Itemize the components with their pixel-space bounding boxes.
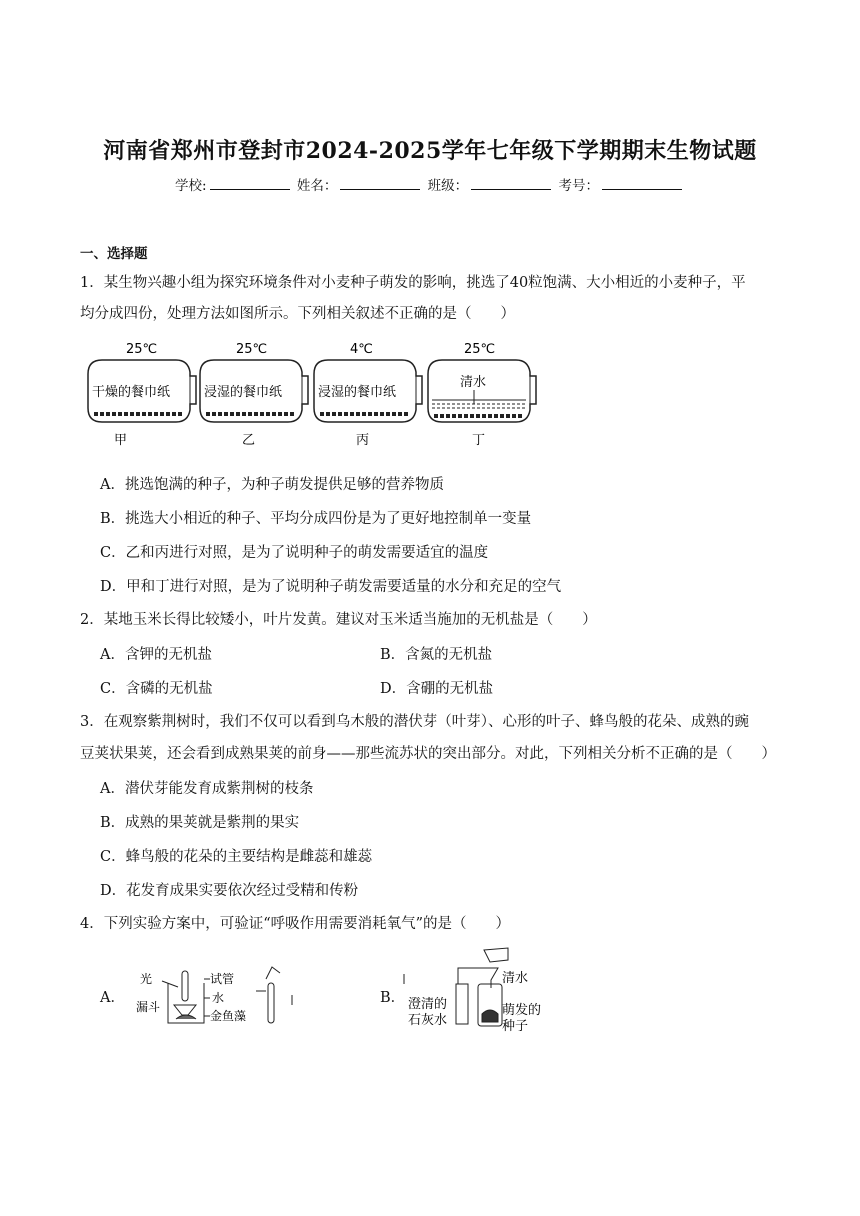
bottle-jia-temp: 25℃ <box>126 342 158 357</box>
q3-option-b[interactable]: B．成熟的果荚就是紫荆的果实 <box>100 815 300 831</box>
name-label: 姓名： <box>296 178 338 194</box>
bottle-ding <box>428 342 536 448</box>
page-title: 河南省郑州市登封市2024-2025学年七年级下学期期末生物试题 <box>103 138 757 164</box>
q4-figure-a <box>132 965 302 1030</box>
fig-b-water: 清水 <box>502 971 529 986</box>
exam-no-label: 考号： <box>558 178 599 194</box>
exam-no-blank[interactable] <box>602 177 682 190</box>
q2-option-d[interactable]: D．含硼的无机盐 <box>380 681 494 697</box>
q4-option-b-label[interactable]: B． <box>380 990 406 1006</box>
q2-option-a[interactable]: A．含钾的无机盐 <box>100 647 212 663</box>
fig-a-light: 光 <box>140 972 153 986</box>
q3-stem-line1: 3．在观察紫荆树时，我们不仅可以看到乌木般的潜伏芽（叶芽）、心形的叶子、蜂鸟般的花朵、成熟的豌 <box>80 714 749 730</box>
bottle-bing <box>314 342 422 448</box>
school-label: 学校: <box>175 178 207 194</box>
name-blank[interactable] <box>340 177 420 190</box>
bottle-ding-text: 清水 <box>460 375 487 390</box>
fig-a-tube: 试管 <box>210 972 235 986</box>
bottle-yi-temp: 25℃ <box>236 342 268 357</box>
bottle-bing-temp: 4℃ <box>350 342 373 357</box>
q3-option-c[interactable]: C．蜂鸟般的花朵的主要结构是雌蕊和雄蕊 <box>100 849 373 865</box>
fig-a-water: 水 <box>212 991 225 1005</box>
q3-option-d[interactable]: D．花发育成果实要依次经过受精和传粉 <box>100 883 359 899</box>
q2-option-c[interactable]: C．含磷的无机盐 <box>100 681 213 697</box>
class-blank[interactable] <box>471 177 551 190</box>
school-blank[interactable] <box>210 177 290 190</box>
bottle-jia-text: 干燥的餐巾纸 <box>92 385 171 400</box>
fig-b-seeds-1: 萌发的 <box>502 1003 542 1018</box>
bottle-yi-text: 浸湿的餐巾纸 <box>204 385 283 400</box>
fig-b-limewater-2: 石灰水 <box>408 1013 448 1028</box>
fig-b-limewater-1: 澄清的 <box>408 997 448 1012</box>
q4-stem: 4．下列实验方案中，可验证“呼吸作用需要消耗氧气”的是（ ） <box>80 916 511 932</box>
q4-option-a-label[interactable]: A． <box>100 990 125 1006</box>
bottle-yi-label: 乙 <box>242 433 256 448</box>
q1-option-b[interactable]: B．挑选大小相近的种子、平均分成四份是为了更好地控制单一变量 <box>100 511 532 527</box>
q4-figure-b <box>398 944 558 1036</box>
class-label: 班级： <box>427 178 469 194</box>
bottle-ding-temp: 25℃ <box>464 342 496 357</box>
bottle-jia <box>88 342 196 448</box>
student-info-line <box>0 174 860 194</box>
fig-b-seeds-2: 种子 <box>502 1019 529 1034</box>
q1-option-c[interactable]: C．乙和丙进行对照，是为了说明种子的萌发需要适宜的温度 <box>100 545 489 561</box>
bottle-bing-text: 浸湿的餐巾纸 <box>318 385 397 400</box>
bottle-yi <box>200 342 308 448</box>
fig-a-funnel: 漏斗 <box>136 1000 161 1014</box>
fig-a-plant: 金鱼藻 <box>210 1009 247 1023</box>
bottle-jia-label: 甲 <box>114 433 128 448</box>
bottle-bing-label: 丙 <box>356 433 370 448</box>
q3-stem-line2: 豆荚状果荚，还会看到成熟果荚的前身——那些流苏状的突出部分。对此，下列相关分析不正确的是（ ） <box>80 746 776 762</box>
q2-option-b[interactable]: B．含氮的无机盐 <box>380 647 493 663</box>
q1-stem-line2: 均分成四份，处理方法如图所示。下列相关叙述不正确的是（ ） <box>80 306 515 322</box>
bottle-ding-label: 丁 <box>472 433 486 448</box>
q1-option-a[interactable]: A．挑选饱满的种子，为种子萌发提供足够的营养物质 <box>100 477 444 493</box>
q2-stem: 2．某地玉米长得比较矮小，叶片发黄。建议对玉米适当施加的无机盐是（ ） <box>80 612 597 628</box>
q1-bottles-figure <box>84 338 554 453</box>
section-title: 一、选择题 <box>80 246 148 262</box>
q1-option-d[interactable]: D．甲和丁进行对照，是为了说明种子萌发需要适量的水分和充足的空气 <box>100 579 562 595</box>
q3-option-a[interactable]: A．潜伏芽能发育成紫荆树的枝条 <box>100 781 314 797</box>
q1-stem-line1: 1．某生物兴趣小组为探究环境条件对小麦种子萌发的影响，挑选了40粒饱满、大小相近的小麦种子，平 <box>80 275 746 291</box>
